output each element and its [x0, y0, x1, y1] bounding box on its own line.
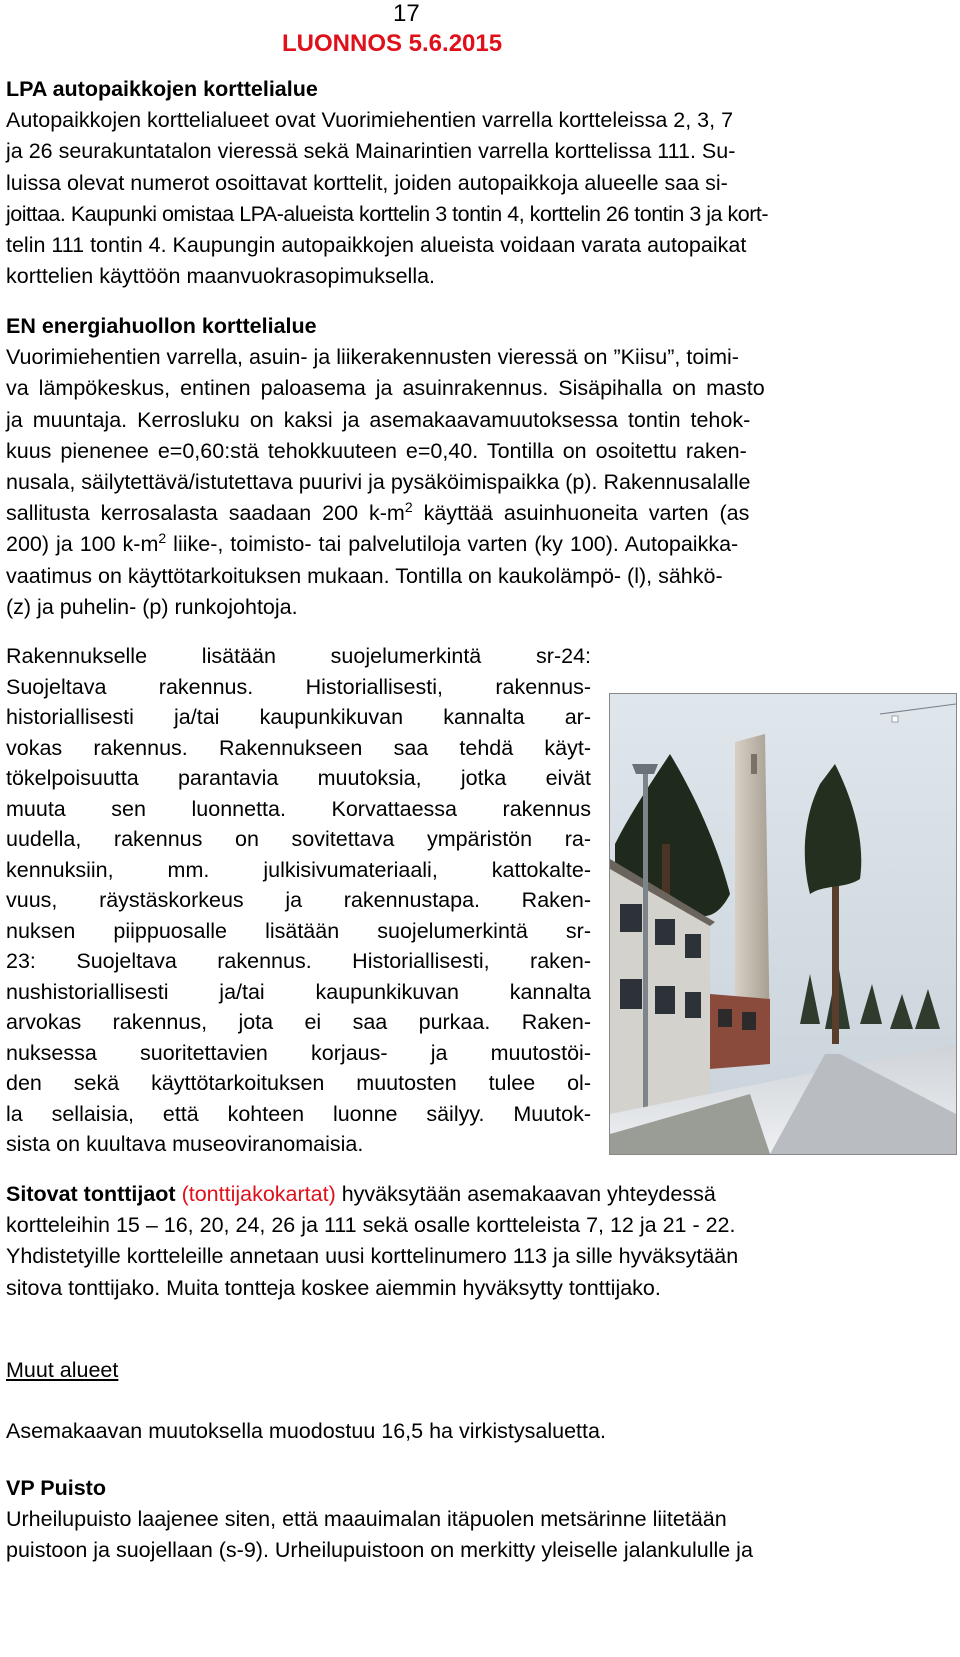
sr-line: nuksen piippuosalle lisätään suojelumerkintä sr-: [6, 918, 591, 943]
tonttijaot-line: Yhdistetyille kortteleille annetaan uusi korttelinumero 113 ja sille hyväksytään: [6, 1244, 739, 1269]
tonttijaot-line: Sitovat tonttijaot (tonttijakokartat) hyväksytään asemakaavan yhteydessä: [6, 1182, 716, 1206]
tonttijaot-bold: Sitovat tonttijaot: [6, 1182, 176, 1206]
en-line: (z) ja puhelin- (p) runkojohtoja.: [6, 594, 298, 619]
sr-line: Suojeltava rakennus. Historiallisesti, rakennus-: [6, 674, 591, 699]
en-line: va lämpökeskus, entinen paloasema ja asuinrakennus. Sisäpihalla on masto: [6, 376, 765, 401]
lpa-line: ja 26 seurakuntatalon vieressä sekä Mainarintien varrella korttelissa 111. Su-: [6, 139, 736, 164]
en-line: 200) ja 100 $k-m^2$ liike-, toimisto- tai palvelutiloja varten (ky 100). Autopaikka-: [6, 530, 739, 557]
lpa-line: telin 111 tontin 4. Kaupungin autopaikkojen alueista voidaan varata autopaikat: [6, 233, 747, 258]
vp-heading: VP Puisto: [6, 1476, 106, 1500]
en-line: kuus pienenee e=0,60:stä tehokkuuteen e=0,40. Tontilla on osoitettu raken-: [6, 438, 747, 463]
tonttijaot-section: [6, 1179, 954, 1304]
sr-line: historiallisesti ja/tai kaupunkikuvan kannalta ar-: [6, 705, 591, 729]
en-line: Vuorimiehentien varrella, asuin- ja liikerakennusten vieressä on ”Kiisu”, toimi-: [6, 345, 739, 370]
muut-heading: Muut alueet: [6, 1358, 119, 1382]
sr-line: la sellaisia, että kohteen luonne säilyy. Muutok-: [6, 1101, 591, 1126]
sr-line: sista on kuultava museoviranomaisia.: [6, 1132, 364, 1156]
en-line: sallitusta kerrosalasta saadaan 200 $k-m^2$ käyttää asuinhuoneita varten (as: [6, 499, 750, 526]
vp-section: [6, 1473, 954, 1567]
photo-drawing: [610, 694, 956, 1154]
sr-line: tökelpoisuutta parantavia muutoksia, jotka eivät: [6, 766, 591, 790]
page-number: 17: [393, 0, 420, 27]
lpa-line: Autopaikkojen korttelialueet ovat Vuorimiehentien varrella kortteleissa 2, 3, 7: [6, 108, 734, 133]
muut-section: [6, 1355, 954, 1386]
sr-line: nushistoriallisesti ja/tai kaupunkikuvan kannalta: [6, 979, 591, 1004]
sr-section: [6, 641, 591, 1160]
sr-line: uudella, rakennus on sovitettava ympäristön ra-: [6, 827, 591, 851]
sr-line: 23: Suojeltava rakennus. Historiallisesti, raken-: [6, 949, 591, 973]
lpa-section: [6, 74, 946, 292]
tonttijaot-line: sitova tonttijako. Muita tontteja koskee aiemmin hyväksytty tonttijako.: [6, 1275, 661, 1300]
heating-plant-photo: [609, 693, 957, 1155]
muut-text: Asemakaavan muutoksella muodostuu 16,5 ha virkistysaluetta.: [6, 1419, 606, 1443]
tonttijaot-line: kortteleihin 15 – 16, 20, 24, 26 ja 111 sekä osalle kortteleista 7, 12 ja 21 - 22.: [6, 1213, 736, 1238]
en-section: [6, 311, 954, 623]
en-heading: EN energiahuollon korttelialue: [6, 314, 317, 338]
lpa-line: joittaa. Kaupunki omistaa LPA-alueista korttelin 3 tontin 4, korttelin 26 tontin 3 ja kort-: [6, 201, 768, 226]
muut-text-block: [6, 1416, 954, 1447]
sr-line: vuus, räystäskorkeus ja rakennustapa. Raken-: [6, 888, 591, 912]
en-line: ja muuntaja. Kerrosluku on kaksi ja asemakaavamuutoksessa tontin tehok-: [6, 407, 751, 432]
sr-line: Rakennukselle lisätään suojelumerkintä sr-24:: [6, 644, 591, 668]
vp-line: puistoon ja suojellaan (s-9). Urheilupuistoon on merkitty yleiselle jalankululle ja: [6, 1538, 753, 1563]
sr-line: vokas rakennus. Rakennukseen saa tehdä käyt-: [6, 735, 591, 760]
en-line: vaatimus on käyttötarkoituksen mukaan. Tontilla on kaukolämpö- (l), sähkö-: [6, 563, 723, 588]
en-line: nusala, säilytettävä/istutettava puurivi ja pysäköimispaikka (p). Rakennusalalle: [6, 470, 751, 495]
sr-line: arvokas rakennus, jota ei saa purkaa. Raken-: [6, 1010, 591, 1034]
draft-label: LUONNOS 5.6.2015: [282, 30, 503, 57]
tonttijakokartat-link: (tonttijakokartat): [181, 1182, 336, 1206]
sr-line: nuksessa suoritettavien korjaus- ja muutostöi-: [6, 1040, 591, 1065]
lpa-heading: LPA autopaikkojen korttelialue: [6, 77, 318, 101]
lpa-line: korttelien käyttöön maanvuokrasopimuksella.: [6, 264, 436, 289]
sr-line: kennuksiin, mm. julkisivumateriaali, kattokalte-: [6, 857, 591, 882]
lpa-line: luissa olevat numerot osoittavat korttelit, joiden autopaikkoja alueelle saa si-: [6, 170, 728, 195]
vp-line: Urheilupuisto laajenee siten, että maauimalan itäpuolen metsärinne liitetään: [6, 1507, 727, 1532]
sr-line: muuta sen luonnetta. Korvattaessa rakennus: [6, 796, 591, 821]
sr-line: den sekä käyttötarkoituksen muutosten tulee ol-: [6, 1071, 591, 1095]
